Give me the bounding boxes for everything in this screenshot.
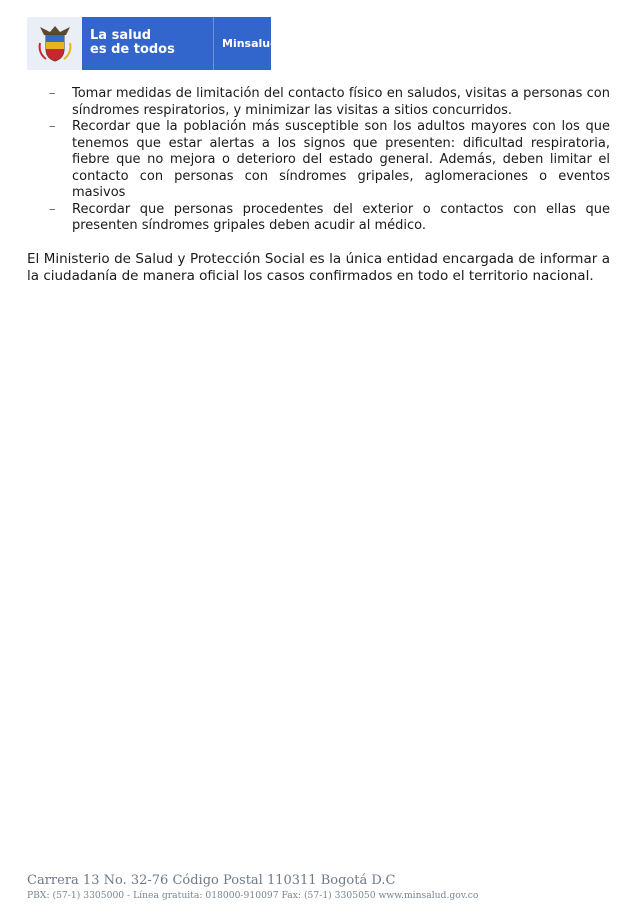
document-body <box>27 86 610 285</box>
emblem-box <box>27 17 82 70</box>
list-item-text: Recordar que personas procedentes del exterior o contactos con ellas que presenten síndromes gripales deben acudir al médico. <box>72 201 610 233</box>
header-divider <box>213 17 214 70</box>
bullet-dash: – <box>49 86 56 101</box>
brand-name: Minsalud <box>222 37 278 50</box>
slogan-line-1: La salud <box>90 28 152 43</box>
list-item <box>27 119 610 202</box>
bullet-dash: – <box>49 201 56 217</box>
slogan-line-2: es de todos <box>90 42 175 57</box>
footer-contact: PBX: (57-1) 3305000 - Línea gratuita: 018000-910097 Fax: (57-1) 3305050 www.minsalud.gov.co <box>27 890 479 901</box>
slogan <box>90 29 175 57</box>
list-item <box>27 202 610 235</box>
ministry-statement: El Ministerio de Salud y Protección Social es la única entidad encargada de informar a la ciudadanía de manera oficial los casos confirmados en todo el territorio nacional. <box>27 250 610 284</box>
bullet-dash: – <box>49 119 56 134</box>
footer <box>27 873 478 903</box>
ministry-header-banner <box>27 17 278 70</box>
list-item <box>27 86 610 119</box>
coat-of-arms-icon <box>36 23 74 64</box>
list-item-text: Recordar que la población más susceptible son los adultos mayores con los que tenemos que estar alertas a los signos que presenten: dificultad respiratoria, fiebre que no mejora o deterioro del estado general. Además, deben limitar el contacto con personas con síndromes gripales, aglomeraciones o eventos masivos <box>72 119 610 200</box>
recommendation-list <box>27 86 610 235</box>
footer-address: Carrera 13 No. 32-76 Código Postal 110311 Bogotá D.C <box>27 873 396 888</box>
list-item-text: Tomar medidas de limitación del contacto físico en saludos, visitas a personas con síndromes respiratorios, y minimizar las visitas a sitios concurridos. <box>72 86 610 118</box>
